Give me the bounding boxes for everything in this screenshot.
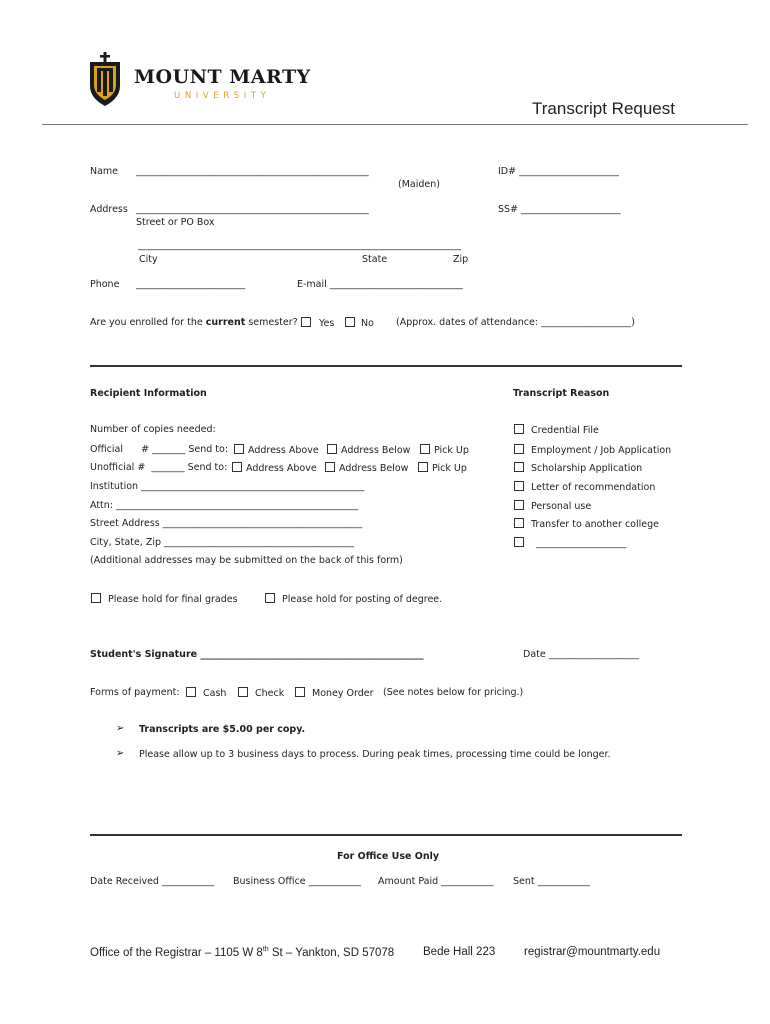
reason-recommendation-checkbox[interactable] xyxy=(514,481,524,491)
payment-note: (See notes below for pricing.) xyxy=(383,687,524,698)
reason-label: Letter of recommendation xyxy=(531,482,656,493)
registrar-address-sup: th xyxy=(262,946,269,953)
payment-label: Forms of payment: xyxy=(90,687,180,698)
city-state-zip-recipient-field[interactable]: City, State, Zip ________________________________________ xyxy=(90,537,355,548)
phone-field[interactable]: _______________________ xyxy=(136,279,246,290)
registrar-address-start: Office of the Registrar – 1105 W 8 xyxy=(90,946,263,959)
student-signature-field[interactable]: Student's Signature _______________________________________________ xyxy=(90,649,424,660)
payment-cash-label: Cash xyxy=(203,688,227,699)
reason-label: Employment / Job Application xyxy=(531,445,672,456)
official-copies-field[interactable]: Official # _______ Send to: xyxy=(90,444,229,455)
street-address-field[interactable]: Street Address __________________________________________ xyxy=(90,518,363,529)
shield-crest-icon xyxy=(88,52,122,108)
hold-degree-label: Please hold for posting of degree. xyxy=(282,594,443,605)
hold-degree-option[interactable] xyxy=(265,593,442,605)
enrolled-yes-label: Yes xyxy=(319,318,335,329)
official-row xyxy=(90,444,228,455)
reason-credential-file-checkbox[interactable] xyxy=(514,424,524,434)
official-address-above-option[interactable] xyxy=(234,444,319,456)
enrolled-yes-option[interactable] xyxy=(301,317,334,329)
maiden-label: (Maiden) xyxy=(398,179,440,190)
name-label: Name xyxy=(90,166,119,177)
official-address-above-checkbox[interactable] xyxy=(234,444,244,454)
unofficial-address-below-label: Address Below xyxy=(339,463,409,474)
enrolled-question-end: semester? xyxy=(245,317,298,328)
registrar-hall: Bede Hall 223 xyxy=(423,946,496,958)
hold-degree-checkbox[interactable] xyxy=(265,593,275,603)
processing-note: Please allow up to 3 business days to process. During peak times, processing time could be longer. xyxy=(139,749,611,760)
payment-money-order-checkbox[interactable] xyxy=(295,687,305,697)
unofficial-address-above-option[interactable] xyxy=(232,462,317,474)
logo-name: MOUNT MARTY xyxy=(134,66,311,88)
reason-personal-use-checkbox[interactable] xyxy=(514,500,524,510)
address-label: Address xyxy=(90,204,128,215)
official-address-above-label: Address Above xyxy=(248,445,319,456)
reason-heading: Transcript Reason xyxy=(513,388,610,399)
registrar-address-end: St – Yankton, SD 57078 xyxy=(268,946,395,959)
enrolled-yes-checkbox[interactable] xyxy=(301,317,311,327)
sent-field[interactable]: Sent ___________ xyxy=(513,876,590,887)
section-divider-bottom xyxy=(90,834,682,836)
payment-cash-option[interactable] xyxy=(186,687,226,699)
hold-final-grades-label: Please hold for final grades xyxy=(108,594,238,605)
copies-label: Number of copies needed: xyxy=(90,424,216,435)
reason-label: Credential File xyxy=(531,425,599,436)
hold-final-grades-option[interactable] xyxy=(91,593,238,605)
reason-employment-checkbox[interactable] xyxy=(514,444,524,454)
bullet-arrow-icon: ➢ xyxy=(116,748,125,759)
registrar-address xyxy=(90,946,394,959)
reason-item[interactable] xyxy=(514,444,671,456)
office-use-heading: For Office Use Only xyxy=(337,851,440,862)
state-label: State xyxy=(362,254,388,265)
city-label: City xyxy=(139,254,158,265)
unofficial-address-above-checkbox[interactable] xyxy=(232,462,242,472)
official-pick-up-label: Pick Up xyxy=(434,445,469,456)
attendance-dates-field[interactable]: (Approx. dates of attendance: ___________________) xyxy=(396,317,635,328)
payment-cash-checkbox[interactable] xyxy=(186,687,196,697)
logo-subtitle: UNIVERSITY xyxy=(174,91,271,101)
unofficial-pick-up-option[interactable] xyxy=(418,462,467,474)
enrolled-question-current: current xyxy=(205,317,246,328)
unofficial-pick-up-checkbox[interactable] xyxy=(418,462,428,472)
enrolled-no-option[interactable] xyxy=(345,317,374,329)
enrolled-no-checkbox[interactable] xyxy=(345,317,355,327)
name-field[interactable]: _________________________________________________ xyxy=(136,166,369,177)
reason-item[interactable] xyxy=(514,537,626,549)
phone-label: Phone xyxy=(90,279,120,290)
reason-other-field[interactable]: ___________________ xyxy=(536,538,627,549)
enrolled-no-label: No xyxy=(361,318,374,329)
street-label: Street or PO Box xyxy=(136,217,215,228)
business-office-field[interactable]: Business Office ___________ xyxy=(233,876,361,887)
reason-transfer-checkbox[interactable] xyxy=(514,518,524,528)
reason-label: Transfer to another college xyxy=(531,519,659,530)
official-address-below-label: Address Below xyxy=(341,445,411,456)
institution-field[interactable]: Institution _______________________________________________ xyxy=(90,481,365,492)
zip-label: Zip xyxy=(453,254,469,265)
reason-other-checkbox[interactable] xyxy=(514,537,524,547)
reason-item[interactable] xyxy=(514,500,591,512)
section-divider-top xyxy=(90,365,682,367)
reason-item[interactable] xyxy=(514,518,659,530)
reason-label: Personal use xyxy=(531,501,592,512)
hold-final-grades-checkbox[interactable] xyxy=(91,593,101,603)
city-state-zip-field[interactable]: ____________________________________________________________________ xyxy=(138,240,461,251)
unofficial-address-above-label: Address Above xyxy=(246,463,317,474)
price-note: Transcripts are $5.00 per copy. xyxy=(139,724,306,735)
official-address-below-checkbox[interactable] xyxy=(327,444,337,454)
address-field[interactable]: _________________________________________________ xyxy=(136,204,369,215)
payment-check-checkbox[interactable] xyxy=(238,687,248,697)
email-field[interactable]: E-mail ____________________________ xyxy=(297,279,463,290)
header-divider xyxy=(42,124,748,125)
reason-scholarship-checkbox[interactable] xyxy=(514,462,524,472)
date-received-field[interactable]: Date Received ___________ xyxy=(90,876,215,887)
unofficial-pick-up-label: Pick Up xyxy=(432,463,467,474)
bullet-arrow-icon: ➢ xyxy=(116,723,125,734)
unofficial-row xyxy=(90,462,227,473)
reason-item[interactable] xyxy=(514,424,599,436)
page-title: Transcript Request xyxy=(532,99,675,118)
unofficial-address-below-option[interactable] xyxy=(325,462,408,474)
enrolled-question-start: Are you enrolled for the xyxy=(90,317,206,328)
additional-addresses-note: (Additional addresses may be submitted on the back of this form) xyxy=(90,555,403,566)
unofficial-address-below-checkbox[interactable] xyxy=(325,462,335,472)
registrar-email-link[interactable]: registrar@mountmarty.edu xyxy=(524,946,661,958)
payment-check-label: Check xyxy=(255,688,285,699)
payment-money-order-label: Money Order xyxy=(312,688,374,699)
id-field[interactable]: ID# _____________________ xyxy=(498,166,619,177)
unofficial-copies-field[interactable]: Unofficial # _______ Send to: xyxy=(90,462,228,473)
official-pick-up-option[interactable] xyxy=(420,444,469,456)
payment-check-option[interactable] xyxy=(238,687,284,699)
reason-label: Scholarship Application xyxy=(531,463,643,474)
reason-item[interactable] xyxy=(514,481,655,493)
attn-field[interactable]: Attn: ___________________________________________________ xyxy=(90,500,359,511)
amount-paid-field[interactable]: Amount Paid ___________ xyxy=(378,876,494,887)
official-address-below-option[interactable] xyxy=(327,444,410,456)
signature-date-field[interactable]: Date ___________________ xyxy=(523,649,639,660)
payment-money-order-option[interactable] xyxy=(295,687,374,699)
recipient-heading: Recipient Information xyxy=(90,388,207,399)
enrolled-question xyxy=(90,317,298,328)
reason-item[interactable] xyxy=(514,462,642,474)
official-pick-up-checkbox[interactable] xyxy=(420,444,430,454)
ss-field[interactable]: SS# _____________________ xyxy=(498,204,621,215)
